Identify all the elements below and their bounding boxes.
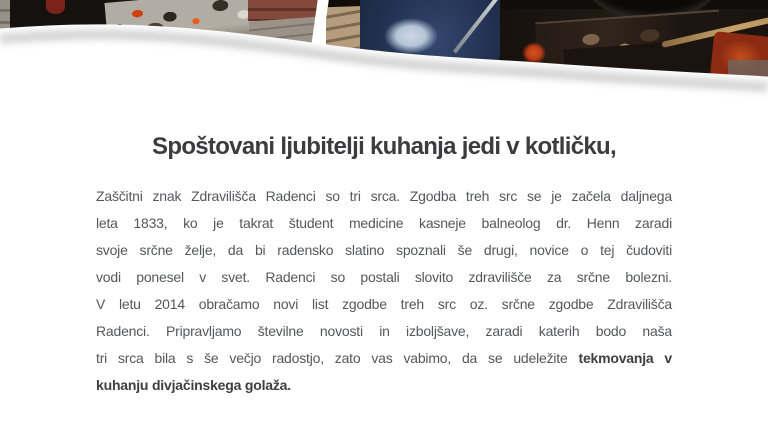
intro-paragraph — [96, 183, 672, 399]
body-text-segment: Radenci. Pripravljamo številne novosti in izboljšave, zaradi katerih bodo naša — [96, 323, 672, 339]
highlighted-text: kuhanju divjačinskega golaža. — [96, 377, 291, 393]
paragraph-line — [96, 264, 672, 291]
paragraph-line — [96, 372, 672, 399]
body-text-segment: tri srca bila s še večjo radostjo, zato vas vabimo, da se udeležite — [96, 350, 579, 366]
paragraph-line — [96, 237, 672, 264]
paragraph-line — [96, 210, 672, 237]
body-text-segment: svoje srčne želje, da bi radensko slatino spoznali še drugi, novice o tej čudoviti — [96, 242, 672, 258]
paragraph-line — [96, 291, 672, 318]
highlighted-text: tekmovanja v — [578, 350, 673, 366]
body-text-segment: Zaščitni znak Zdravilišča Radenci so tri srca. Zgodba treh src se je začela daljnega — [96, 188, 672, 204]
paragraph-line — [96, 345, 672, 372]
body-text-segment: leta 1833, ko je takrat študent medicine kasneje balneolog dr. Henn zaradi — [96, 215, 672, 231]
paragraph-line — [96, 318, 672, 345]
body-text-segment: vodi ponesel v svet. Radenci so postali slovito zdravilišče za srčne bolezni. — [96, 269, 672, 285]
paragraph-line — [96, 183, 672, 210]
page-title: Spoštovani ljubitelji kuhanja jedi v kotličku, — [152, 133, 616, 160]
body-text-segment: V letu 2014 obračamo novi list zgodbe treh src oz. srčne zgodbe Zdravilišča — [96, 296, 672, 312]
